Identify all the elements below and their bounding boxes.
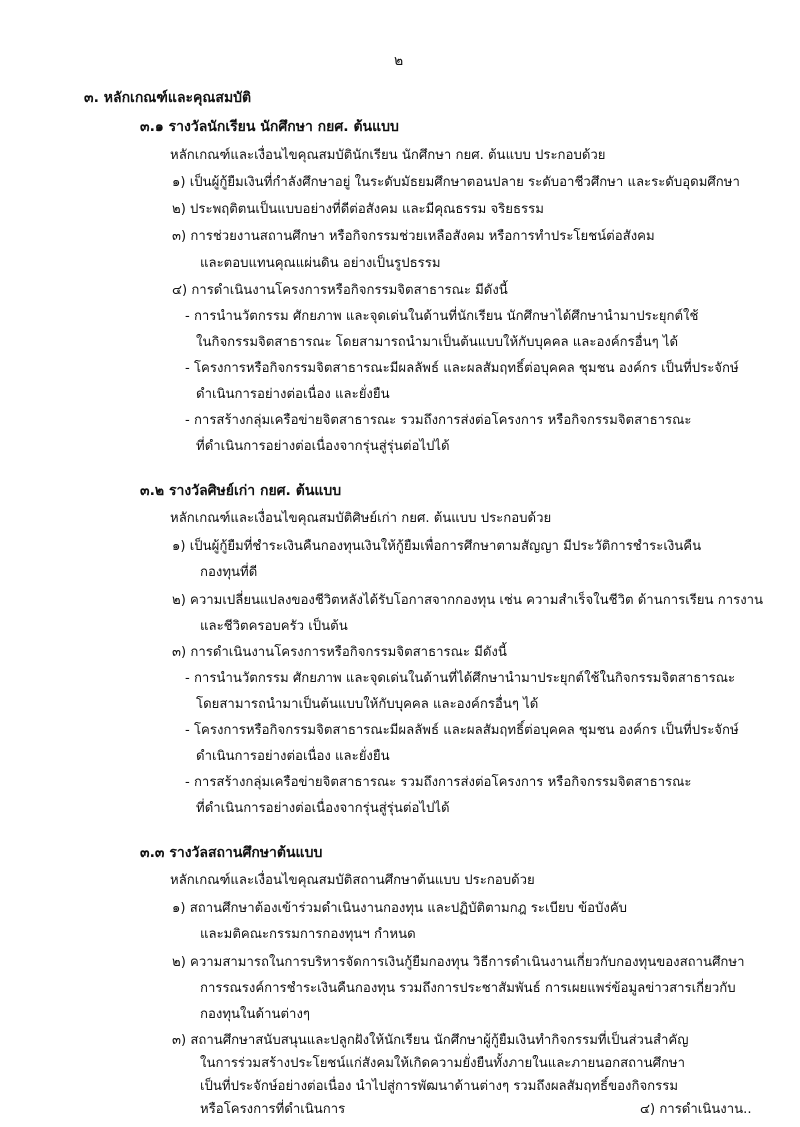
- s33-item-3-cont: ในการร่วมสร้างประโยชน์แก่สังคมให้เกิดความยั่งยืนทั้งภายในและภายนอกสถานศึกษา: [200, 1056, 686, 1071]
- s31-bullet-2: - โครงการหรือกิจกรรมจิตสาธารณะมีผลลัพธ์ และผลสัมฤทธิ์ต่อบุคคล ชุมชน องค์กร เป็นที่ประจักษ์: [185, 361, 739, 376]
- s31-item-1: ๑) เป็นผู้กู้ยืมเงินที่กำลังศึกษาอยู่ ในระดับมัธยมศึกษาตอนปลาย ระดับอาชีวศึกษา และระดับอุดมศึกษา: [172, 175, 740, 190]
- s31-bullet-3-cont: ที่ดำเนินการอย่างต่อเนื่องจากรุ่นสู่รุ่นต่อไปได้: [196, 439, 450, 454]
- s33-item-1-cont: และมติคณะกรรมการกองทุนฯ กำหนด: [200, 927, 416, 942]
- page-number: ๒: [394, 53, 404, 69]
- s32-item-1: ๑) เป็นผู้กู้ยืมที่ชำระเงินคืนกองทุนเงินให้กู้ยืมเพื่อการศึกษาตามสัญญา มีประวัติการชำระเงินคืน: [172, 539, 702, 554]
- s31-bullet-2-cont: ดำเนินการอย่างต่อเนื่อง และยั่งยืน: [196, 387, 390, 402]
- s31-bullet-3: - การสร้างกลุ่มเครือข่ายจิตสาธารณะ รวมถึงการส่งต่อโครงการ หรือกิจกรรมจิตสาธารณะ: [185, 413, 692, 428]
- s32-bullet-2-cont: ดำเนินการอย่างต่อเนื่อง และยั่งยืน: [196, 749, 390, 764]
- s32-bullet-3: - การสร้างกลุ่มเครือข่ายจิตสาธารณะ รวมถึงการส่งต่อโครงการ หรือกิจกรรมจิตสาธารณะ: [185, 775, 692, 790]
- continuation-note: ๔) การดำเนินงาน..: [640, 1102, 752, 1117]
- s32-item-1-cont: กองทุนที่ดี: [200, 565, 258, 580]
- s33-item-1: ๑) สถานศึกษาต้องเข้าร่วมดำเนินงานกองทุน และปฏิบัติตามกฎ ระเบียบ ข้อบังคับ: [172, 901, 628, 916]
- s31-item-3: ๓) การช่วยงานสถานศึกษา หรือกิจกรรมช่วยเหลือสังคม หรือการทำประโยชน์ต่อสังคม: [172, 229, 655, 244]
- s31-item-2: ๒) ประพฤติตนเป็นแบบอย่างที่ดีต่อสังคม และมีคุณธรรม จริยธรรม: [172, 202, 544, 217]
- section-3-1-heading: ๓.๑ รางวัลนักเรียน นักศึกษา กยศ. ต้นแบบ: [140, 119, 399, 135]
- s32-bullet-1-cont: โดยสามารถนำมาเป็นต้นแบบให้กับบุคคล และองค์กรอื่นๆ ได้: [196, 697, 539, 712]
- s33-item-3-cont3: หรือโครงการที่ดำเนินการ: [200, 1102, 346, 1117]
- section-3-3-intro: หลักเกณฑ์และเงื่อนไขคุณสมบัติสถานศึกษาต้นแบบ ประกอบด้วย: [170, 873, 535, 888]
- s32-item-2-cont: และชีวิตครอบครัว เป็นต้น: [200, 619, 348, 634]
- s32-item-3: ๓) การดำเนินงานโครงการหรือกิจกรรมจิตสาธารณะ มีดังนี้: [172, 645, 507, 660]
- s31-item-4: ๔) การดำเนินงานโครงการหรือกิจกรรมจิตสาธารณะ มีดังนี้: [172, 283, 508, 298]
- s31-item-3-cont: และตอบแทนคุณแผ่นดิน อย่างเป็นรูปธรรม: [200, 256, 441, 271]
- s33-item-2-cont: การรณรงค์การชำระเงินคืนกองทุน รวมถึงการประชาสัมพันธ์ การเผยแพร่ข้อมูลข่าวสารเกี่ยวกับ: [200, 981, 736, 996]
- s31-bullet-1-cont: ในกิจกรรมจิตสาธารณะ โดยสามารถนำมาเป็นต้นแบบให้กับบุคคล และองค์กรอื่นๆ ได้: [196, 335, 679, 350]
- s33-item-2: ๒) ความสามารถในการบริหารจัดการเงินกู้ยืมกองทุน วิธีการดำเนินงานเกี่ยวกับกองทุนของสถานศึกษา: [172, 955, 745, 970]
- section-3-3-heading: ๓.๓ รางวัลสถานศึกษาต้นแบบ: [140, 845, 323, 861]
- section-3-1-intro: หลักเกณฑ์และเงื่อนไขคุณสมบัตินักเรียน นักศึกษา กยศ. ต้นแบบ ประกอบด้วย: [170, 148, 606, 163]
- s33-item-3-cont2: เป็นที่ประจักษ์อย่างต่อเนื่อง นำไปสู่การพัฒนาด้านต่างๆ รวมถึงผลสัมฤทธิ์ของกิจกรรม: [200, 1079, 679, 1094]
- section-3-2-heading: ๓.๒ รางวัลศิษย์เก่า กยศ. ต้นแบบ: [140, 483, 342, 499]
- s32-bullet-1: - การนำนวัตกรรม ศักยภาพ และจุดเด่นในด้านที่ได้ศึกษานำมาประยุกต์ใช้ในกิจกรรมจิตสาธารณะ: [185, 671, 736, 686]
- s33-item-3: ๓) สถานศึกษาสนับสนุนและปลูกฝังให้นักเรียน นักศึกษาผู้กู้ยืมเงินทำกิจกรรมที่เป็นส่วนสำคัญ: [172, 1033, 689, 1048]
- section-3-2-intro: หลักเกณฑ์และเงื่อนไขคุณสมบัติศิษย์เก่า กยศ. ต้นแบบ ประกอบด้วย: [170, 511, 552, 526]
- s31-bullet-1: - การนำนวัตกรรม ศักยภาพ และจุดเด่นในด้านที่นักเรียน นักศึกษาได้ศึกษานำมาประยุกต์ใช้: [185, 309, 699, 324]
- section-3-heading: ๓. หลักเกณฑ์และคุณสมบัติ: [84, 90, 252, 106]
- s33-item-2-cont2: กองทุนในด้านต่างๆ: [200, 1007, 310, 1022]
- s32-bullet-3-cont: ที่ดำเนินการอย่างต่อเนื่องจากรุ่นสู่รุ่นต่อไปได้: [196, 801, 450, 816]
- s32-bullet-2: - โครงการหรือกิจกรรมจิตสาธารณะมีผลลัพธ์ และผลสัมฤทธิ์ต่อบุคคล ชุมชน องค์กร เป็นที่ประจักษ์: [185, 723, 739, 738]
- s32-item-2: ๒) ความเปลี่ยนแปลงของชีวิตหลังได้รับโอกาสจากกองทุน เช่น ความสำเร็จในชีวิต ด้านการเรียน การงาน: [172, 593, 764, 608]
